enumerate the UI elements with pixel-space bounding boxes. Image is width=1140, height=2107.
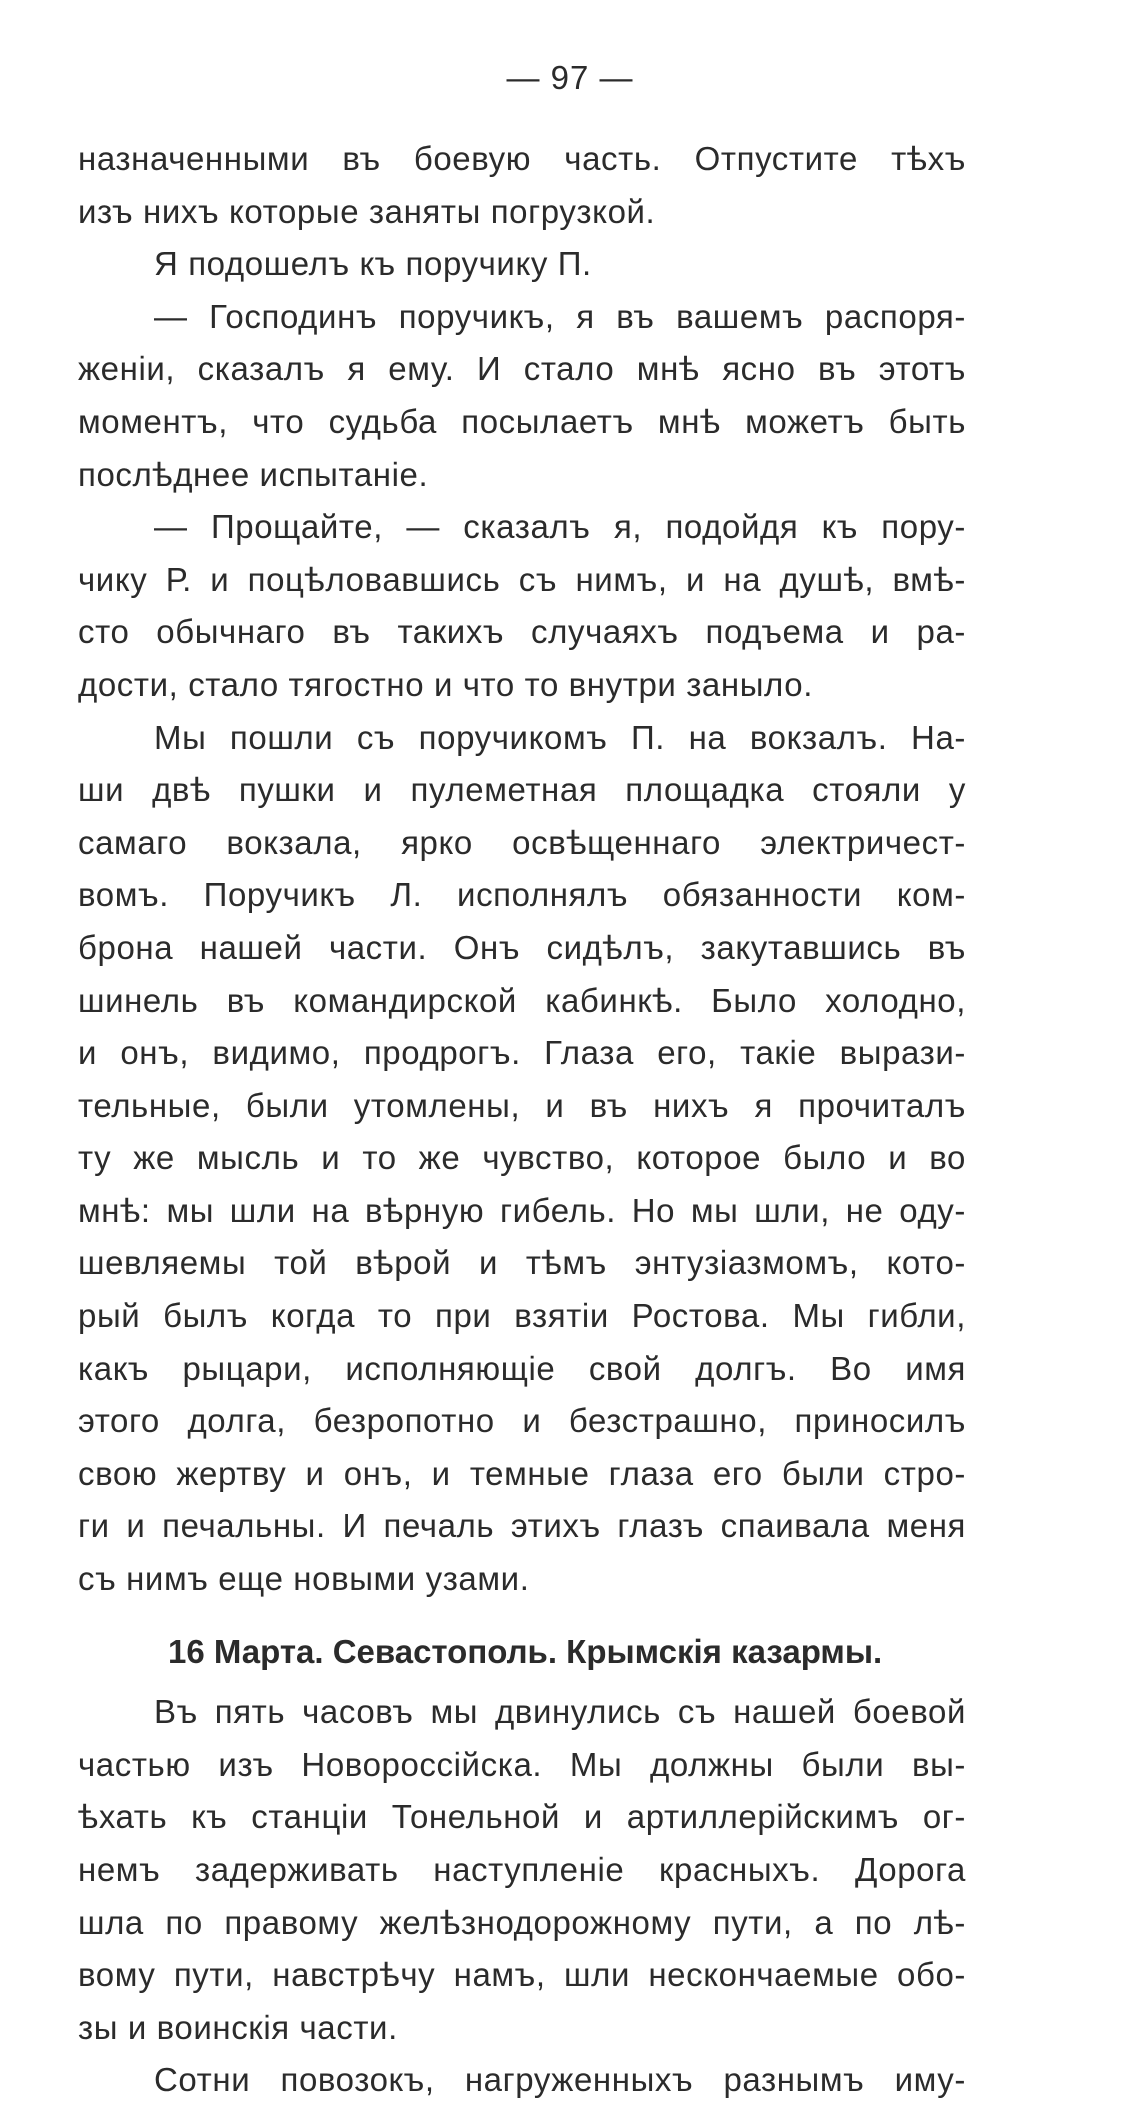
text-line: Мы пошли съ поручикомъ П. на вокзалъ. На- (154, 718, 966, 756)
text-line: вомъ. Поручикъ Л. исполнялъ обязанности ком- (78, 876, 966, 914)
text-line: этого долга, безропотно и безстрашно, приносилъ (78, 1402, 966, 1440)
text-line: мнѣ: мы шли на вѣрную гибель. Но мы шли, не оду- (78, 1191, 966, 1229)
text-line: послѣднее испытаніе. (78, 455, 429, 493)
text-line: зы и воинскія части. (78, 2008, 398, 2046)
text-line: ѣхать къ станціи Тонельной и артиллерійскимъ ог- (78, 1798, 966, 1836)
text-line: Сотни повозокъ, нагруженныхъ разнымъ иму- (154, 2061, 966, 2099)
page-body (78, 133, 966, 2107)
text-line: и онъ, видимо, продрогъ. Глаза его, такіе вырази- (78, 1034, 966, 1072)
page-number: — 97 — (506, 59, 634, 96)
text-line: чику Р. и поцѣловавшись съ нимъ, и на душѣ, вмѣ- (78, 560, 966, 598)
text-line: рый былъ когда то при взятіи Ростова. Мы гибли, (78, 1297, 966, 1335)
text-line: моментъ, что судьба посылаетъ мнѣ можетъ быть (78, 402, 966, 440)
section-heading: 16 Марта. Севастополь. Крымскія казармы. (168, 1632, 883, 1670)
text-line: ги и печальны. И печаль этихъ глазъ спаивала меня (78, 1507, 966, 1545)
text-line: вому пути, навстрѣчу намъ, шли нескончаемые обо- (78, 1956, 966, 1994)
text-line: ту же мысль и то же чувство, которое было и во (78, 1139, 966, 1177)
text-line: шевляемы той вѣрой и тѣмъ энтузіазмомъ, кото- (78, 1244, 966, 1282)
text-line: сто обычнаго въ такихъ случаяхъ подъема и ра- (78, 613, 966, 651)
text-line: шинель въ командирской кабинкѣ. Было холодно, (78, 981, 966, 1019)
text-line: изъ нихъ которые заняты погрузкой. (78, 192, 656, 230)
text-line: частью изъ Новороссійска. Мы должны были вы- (78, 1745, 966, 1783)
text-line: самаго вокзала, ярко освѣщеннаго электричест- (78, 823, 966, 861)
text-line: шла по правому желѣзнодорожному пути, а по лѣ- (78, 1903, 966, 1941)
text-line: свою жертву и онъ, и темные глаза его были стро- (78, 1454, 966, 1492)
text-line: назначенными въ боевую часть. Отпустите тѣхъ (78, 140, 966, 177)
text-line: Въ пять часовъ мы двинулись съ нашей боевой (154, 1693, 966, 1731)
text-line: ши двѣ пушки и пулеметная площадка стояли у (78, 771, 966, 809)
text-line: съ нимъ еще новыми узами. (78, 1560, 530, 1598)
text-line: дости, стало тягостно и что то внутри заныло. (78, 665, 813, 703)
text-line: женіи, сказалъ я ему. И стало мнѣ ясно въ этотъ (78, 350, 966, 388)
text-line: — Прощайте, — сказалъ я, подойдя къ пору- (154, 508, 966, 546)
text-line: какъ рыцари, исполняющіе свой долгъ. Во имя (78, 1349, 966, 1387)
text-line: — Господинъ поручикъ, я въ вашемъ распоря- (154, 297, 966, 335)
text-line: брона нашей части. Онъ сидѣлъ, закутавшись въ (78, 928, 966, 966)
text-line: тельные, были утомлены, и въ нихъ я прочиталъ (78, 1086, 966, 1124)
text-line: немъ задерживать наступленіе красныхъ. Дорога (78, 1851, 966, 1888)
text-line: Я подошелъ къ поручику П. (154, 245, 592, 283)
